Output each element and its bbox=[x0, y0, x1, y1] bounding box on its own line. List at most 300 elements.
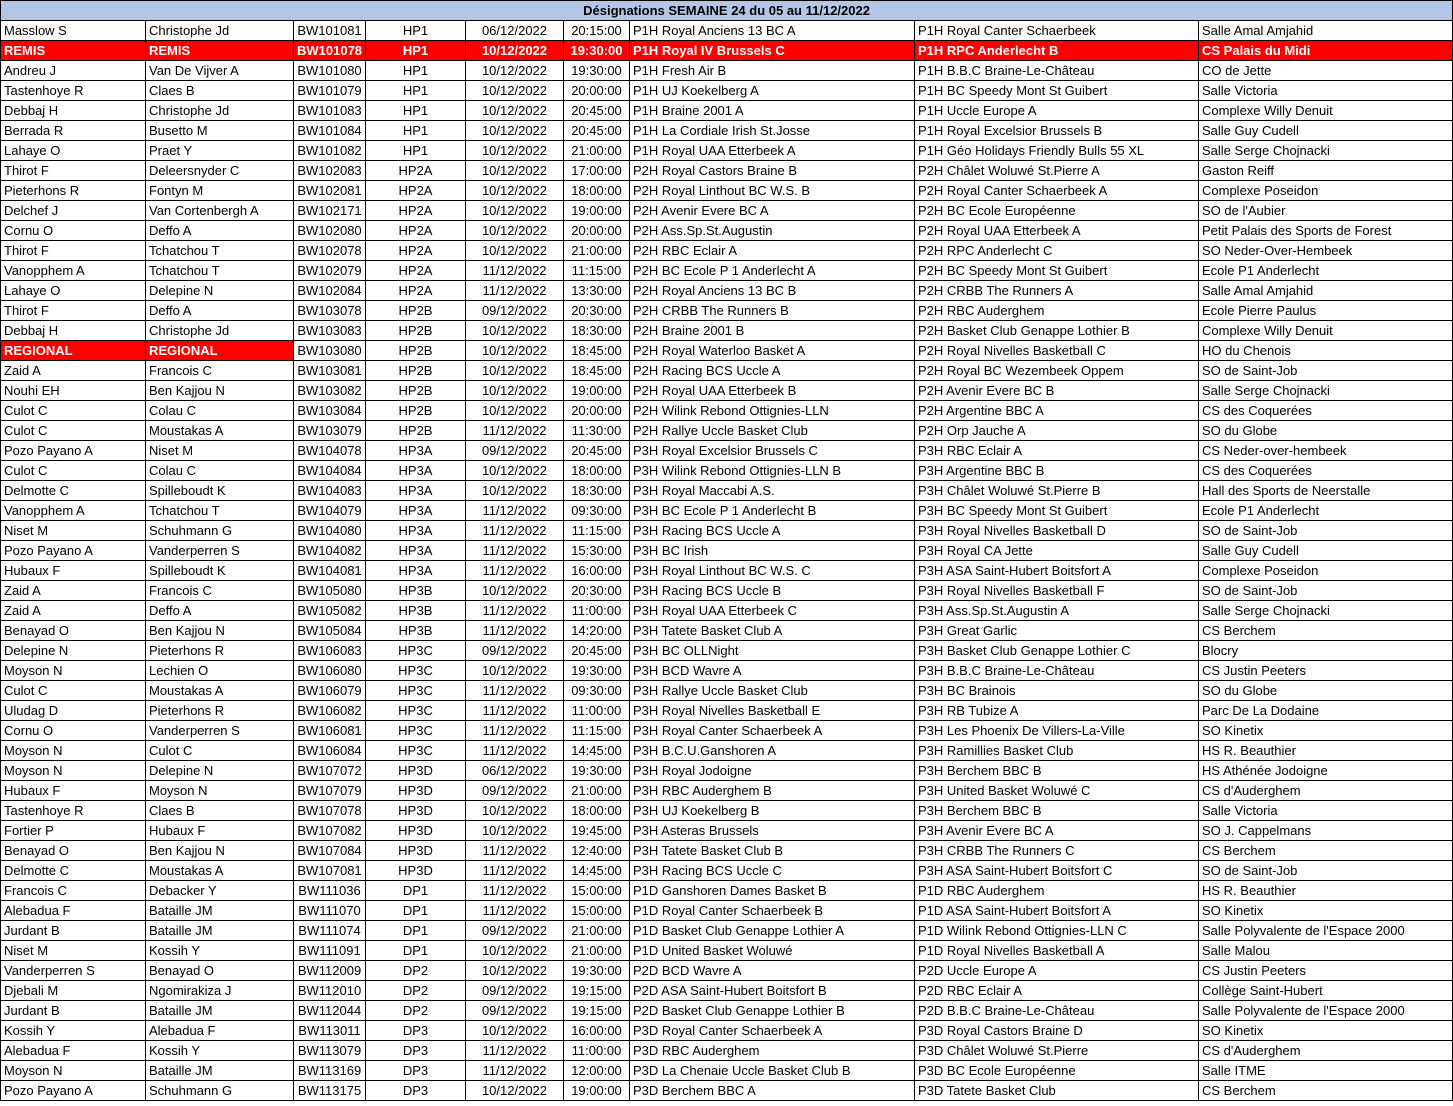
match-number-cell[interactable]: BW107082 bbox=[294, 821, 366, 841]
division-cell[interactable]: HP3D bbox=[366, 781, 466, 801]
referee-1-cell[interactable]: Culot C bbox=[1, 421, 146, 441]
away-team-cell[interactable]: P1H Royal Excelsior Brussels B bbox=[915, 121, 1199, 141]
home-team-cell[interactable]: P1D United Basket Woluwé bbox=[630, 941, 915, 961]
division-cell[interactable]: HP3B bbox=[366, 621, 466, 641]
home-team-cell[interactable]: P2H Wilink Rebond Ottignies-LLN bbox=[630, 401, 915, 421]
division-cell[interactable]: HP3D bbox=[366, 861, 466, 881]
match-time-cell[interactable]: 20:45:00 bbox=[564, 641, 630, 661]
referee-2-cell[interactable]: Alebadua F bbox=[146, 1021, 294, 1041]
home-team-cell[interactable]: P3H Royal Canter Schaerbeek A bbox=[630, 721, 915, 741]
match-time-cell[interactable]: 21:00:00 bbox=[564, 941, 630, 961]
match-number-cell[interactable]: BW103084 bbox=[294, 401, 366, 421]
home-team-cell[interactable]: P3H Racing BCS Uccle C bbox=[630, 861, 915, 881]
division-cell[interactable]: HP1 bbox=[366, 141, 466, 161]
division-cell[interactable]: HP3A bbox=[366, 441, 466, 461]
match-date-cell[interactable]: 11/12/2022 bbox=[466, 681, 564, 701]
home-team-cell[interactable]: P2D Basket Club Genappe Lothier B bbox=[630, 1001, 915, 1021]
home-team-cell[interactable]: P1H La Cordiale Irish St.Josse bbox=[630, 121, 915, 141]
division-cell[interactable]: HP3C bbox=[366, 741, 466, 761]
away-team-cell[interactable]: P1D Royal Nivelles Basketball A bbox=[915, 941, 1199, 961]
match-date-cell[interactable]: 10/12/2022 bbox=[466, 941, 564, 961]
home-team-cell[interactable]: P3H Racing BCS Uccle B bbox=[630, 581, 915, 601]
away-team-cell[interactable]: P3H Great Garlic bbox=[915, 621, 1199, 641]
match-date-cell[interactable]: 10/12/2022 bbox=[466, 201, 564, 221]
referee-1-cell[interactable]: Delmotte C bbox=[1, 481, 146, 501]
referee-2-cell[interactable]: Praet Y bbox=[146, 141, 294, 161]
home-team-cell[interactable]: P3H Royal UAA Etterbeek C bbox=[630, 601, 915, 621]
match-date-cell[interactable]: 11/12/2022 bbox=[466, 901, 564, 921]
match-time-cell[interactable]: 17:00:00 bbox=[564, 161, 630, 181]
venue-cell[interactable]: CS des Coquerées bbox=[1199, 401, 1453, 421]
division-cell[interactable]: HP2B bbox=[366, 301, 466, 321]
match-date-cell[interactable]: 11/12/2022 bbox=[466, 261, 564, 281]
match-time-cell[interactable]: 14:45:00 bbox=[564, 861, 630, 881]
venue-cell[interactable]: SO Kinetix bbox=[1199, 721, 1453, 741]
match-time-cell[interactable]: 20:15:00 bbox=[564, 21, 630, 41]
venue-cell[interactable]: Petit Palais des Sports de Forest bbox=[1199, 221, 1453, 241]
match-date-cell[interactable]: 10/12/2022 bbox=[466, 821, 564, 841]
referee-1-cell[interactable]: Cornu O bbox=[1, 221, 146, 241]
away-team-cell[interactable]: P3D BC Ecole Européenne bbox=[915, 1061, 1199, 1081]
division-cell[interactable]: HP3C bbox=[366, 641, 466, 661]
away-team-cell[interactable]: P2H RPC Anderlecht C bbox=[915, 241, 1199, 261]
venue-cell[interactable]: Salle Malou bbox=[1199, 941, 1453, 961]
match-date-cell[interactable]: 10/12/2022 bbox=[466, 1081, 564, 1101]
referee-2-cell[interactable]: Moyson N bbox=[146, 781, 294, 801]
home-team-cell[interactable]: P2H BC Ecole P 1 Anderlecht A bbox=[630, 261, 915, 281]
match-date-cell[interactable]: 09/12/2022 bbox=[466, 1001, 564, 1021]
division-cell[interactable]: HP2B bbox=[366, 361, 466, 381]
match-date-cell[interactable]: 11/12/2022 bbox=[466, 741, 564, 761]
division-cell[interactable]: HP1 bbox=[366, 21, 466, 41]
venue-cell[interactable]: SO de Saint-Job bbox=[1199, 581, 1453, 601]
away-team-cell[interactable]: P2H RBC Auderghem bbox=[915, 301, 1199, 321]
match-number-cell[interactable]: BW106083 bbox=[294, 641, 366, 661]
division-cell[interactable]: DP3 bbox=[366, 1041, 466, 1061]
match-time-cell[interactable]: 19:00:00 bbox=[564, 1081, 630, 1101]
match-time-cell[interactable]: 19:00:00 bbox=[564, 201, 630, 221]
venue-cell[interactable]: Salle Amal Amjahid bbox=[1199, 21, 1453, 41]
home-team-cell[interactable]: P3H Wilink Rebond Ottignies-LLN B bbox=[630, 461, 915, 481]
venue-cell[interactable]: SO Kinetix bbox=[1199, 901, 1453, 921]
referee-2-cell[interactable]: Tchatchou T bbox=[146, 241, 294, 261]
referee-1-cell[interactable]: Niset M bbox=[1, 521, 146, 541]
venue-cell[interactable]: Gaston Reiff bbox=[1199, 161, 1453, 181]
match-date-cell[interactable]: 09/12/2022 bbox=[466, 641, 564, 661]
match-time-cell[interactable]: 21:00:00 bbox=[564, 921, 630, 941]
referee-1-cell[interactable]: Masslow S bbox=[1, 21, 146, 41]
division-cell[interactable]: DP3 bbox=[366, 1021, 466, 1041]
home-team-cell[interactable]: P3H Asteras Brussels bbox=[630, 821, 915, 841]
match-time-cell[interactable]: 11:15:00 bbox=[564, 261, 630, 281]
away-team-cell[interactable]: P2D RBC Eclair A bbox=[915, 981, 1199, 1001]
match-number-cell[interactable]: BW101078 bbox=[294, 41, 366, 61]
referee-1-cell[interactable]: Alebadua F bbox=[1, 901, 146, 921]
match-number-cell[interactable]: BW104080 bbox=[294, 521, 366, 541]
division-cell[interactable]: HP3D bbox=[366, 841, 466, 861]
division-cell[interactable]: DP1 bbox=[366, 941, 466, 961]
match-time-cell[interactable]: 20:30:00 bbox=[564, 301, 630, 321]
referee-1-cell[interactable]: Delmotte C bbox=[1, 861, 146, 881]
away-team-cell[interactable]: P2D B.B.C Braine-Le-Château bbox=[915, 1001, 1199, 1021]
referee-1-cell[interactable]: Culot C bbox=[1, 681, 146, 701]
home-team-cell[interactable]: P3H Royal Nivelles Basketball E bbox=[630, 701, 915, 721]
referee-1-cell[interactable]: Alebadua F bbox=[1, 1041, 146, 1061]
match-number-cell[interactable]: BW111036 bbox=[294, 881, 366, 901]
match-number-cell[interactable]: BW103078 bbox=[294, 301, 366, 321]
match-number-cell[interactable]: BW107081 bbox=[294, 861, 366, 881]
referee-1-cell[interactable]: Thirot F bbox=[1, 161, 146, 181]
referee-2-cell[interactable]: Ben Kajjou N bbox=[146, 841, 294, 861]
match-time-cell[interactable]: 15:00:00 bbox=[564, 881, 630, 901]
match-time-cell[interactable]: 18:00:00 bbox=[564, 181, 630, 201]
match-date-cell[interactable]: 10/12/2022 bbox=[466, 321, 564, 341]
match-number-cell[interactable]: BW102081 bbox=[294, 181, 366, 201]
match-date-cell[interactable]: 11/12/2022 bbox=[466, 421, 564, 441]
home-team-cell[interactable]: P2H RBC Eclair A bbox=[630, 241, 915, 261]
home-team-cell[interactable]: P2H Royal Waterloo Basket A bbox=[630, 341, 915, 361]
away-team-cell[interactable]: P3H BC Brainois bbox=[915, 681, 1199, 701]
referee-1-cell[interactable]: Thirot F bbox=[1, 301, 146, 321]
match-time-cell[interactable]: 19:15:00 bbox=[564, 981, 630, 1001]
referee-1-cell[interactable]: Fortier P bbox=[1, 821, 146, 841]
division-cell[interactable]: HP3B bbox=[366, 581, 466, 601]
referee-1-cell[interactable]: Andreu J bbox=[1, 61, 146, 81]
referee-1-cell[interactable]: Pozo Payano A bbox=[1, 541, 146, 561]
division-cell[interactable]: DP1 bbox=[366, 901, 466, 921]
referee-2-cell[interactable]: Delepine N bbox=[146, 281, 294, 301]
venue-cell[interactable]: Salle Amal Amjahid bbox=[1199, 281, 1453, 301]
away-team-cell[interactable]: P3H United Basket Woluwé C bbox=[915, 781, 1199, 801]
referee-2-cell[interactable]: Benayad O bbox=[146, 961, 294, 981]
referee-2-cell[interactable]: Busetto M bbox=[146, 121, 294, 141]
venue-cell[interactable]: HO du Chenois bbox=[1199, 341, 1453, 361]
venue-cell[interactable]: Complexe Willy Denuit bbox=[1199, 101, 1453, 121]
referee-1-cell[interactable]: Delchef J bbox=[1, 201, 146, 221]
venue-cell[interactable]: CS Palais du Midi bbox=[1199, 41, 1453, 61]
referee-1-cell[interactable]: Tastenhoye R bbox=[1, 81, 146, 101]
referee-2-cell[interactable]: Deleersnyder C bbox=[146, 161, 294, 181]
division-cell[interactable]: HP2A bbox=[366, 181, 466, 201]
match-time-cell[interactable]: 20:30:00 bbox=[564, 581, 630, 601]
match-time-cell[interactable]: 15:00:00 bbox=[564, 901, 630, 921]
home-team-cell[interactable]: P1D Royal Canter Schaerbeek B bbox=[630, 901, 915, 921]
venue-cell[interactable]: Salle Polyvalente de l'Espace 2000 bbox=[1199, 1001, 1453, 1021]
away-team-cell[interactable]: P3H Ramillies Basket Club bbox=[915, 741, 1199, 761]
match-time-cell[interactable]: 11:30:00 bbox=[564, 421, 630, 441]
home-team-cell[interactable]: P3D Royal Canter Schaerbeek A bbox=[630, 1021, 915, 1041]
referee-1-cell[interactable]: Delepine N bbox=[1, 641, 146, 661]
venue-cell[interactable]: Salle Serge Chojnacki bbox=[1199, 141, 1453, 161]
division-cell[interactable]: HP3D bbox=[366, 801, 466, 821]
venue-cell[interactable]: Hall des Sports de Neerstalle bbox=[1199, 481, 1453, 501]
division-cell[interactable]: HP1 bbox=[366, 41, 466, 61]
venue-cell[interactable]: Ecole P1 Anderlecht bbox=[1199, 261, 1453, 281]
referee-2-cell[interactable]: Bataille JM bbox=[146, 1001, 294, 1021]
division-cell[interactable]: HP1 bbox=[366, 61, 466, 81]
away-team-cell[interactable]: P3H ASA Saint-Hubert Boitsfort A bbox=[915, 561, 1199, 581]
match-time-cell[interactable]: 19:45:00 bbox=[564, 821, 630, 841]
match-number-cell[interactable]: BW101081 bbox=[294, 21, 366, 41]
match-time-cell[interactable]: 11:00:00 bbox=[564, 601, 630, 621]
referee-2-cell[interactable]: Francois C bbox=[146, 581, 294, 601]
referee-1-cell[interactable]: Francois C bbox=[1, 881, 146, 901]
match-time-cell[interactable]: 20:45:00 bbox=[564, 101, 630, 121]
home-team-cell[interactable]: P2H Royal UAA Etterbeek B bbox=[630, 381, 915, 401]
referee-1-cell[interactable]: Cornu O bbox=[1, 721, 146, 741]
away-team-cell[interactable]: P2H Châlet Woluwé St.Pierre A bbox=[915, 161, 1199, 181]
match-number-cell[interactable]: BW104079 bbox=[294, 501, 366, 521]
home-team-cell[interactable]: P3H Royal Excelsior Brussels C bbox=[630, 441, 915, 461]
match-number-cell[interactable]: BW111070 bbox=[294, 901, 366, 921]
venue-cell[interactable]: SO de Saint-Job bbox=[1199, 361, 1453, 381]
division-cell[interactable]: HP3C bbox=[366, 681, 466, 701]
match-number-cell[interactable]: BW101082 bbox=[294, 141, 366, 161]
match-number-cell[interactable]: BW106082 bbox=[294, 701, 366, 721]
match-time-cell[interactable]: 18:45:00 bbox=[564, 361, 630, 381]
referee-2-cell[interactable]: Van Cortenbergh A bbox=[146, 201, 294, 221]
match-number-cell[interactable]: BW102080 bbox=[294, 221, 366, 241]
referee-1-cell[interactable]: Djebali M bbox=[1, 981, 146, 1001]
match-number-cell[interactable]: BW104083 bbox=[294, 481, 366, 501]
referee-2-cell[interactable]: Spilleboudt K bbox=[146, 561, 294, 581]
venue-cell[interactable]: HS Athénée Jodoigne bbox=[1199, 761, 1453, 781]
referee-2-cell[interactable]: Christophe Jd bbox=[146, 101, 294, 121]
match-time-cell[interactable]: 18:00:00 bbox=[564, 461, 630, 481]
division-cell[interactable]: DP3 bbox=[366, 1081, 466, 1101]
venue-cell[interactable]: HS R. Beauthier bbox=[1199, 881, 1453, 901]
division-cell[interactable]: HP3C bbox=[366, 701, 466, 721]
venue-cell[interactable]: CS Justin Peeters bbox=[1199, 961, 1453, 981]
division-cell[interactable]: HP3A bbox=[366, 461, 466, 481]
match-time-cell[interactable]: 11:00:00 bbox=[564, 701, 630, 721]
referee-1-cell[interactable]: Hubaux F bbox=[1, 561, 146, 581]
referee-2-cell[interactable]: Ngomirakiza J bbox=[146, 981, 294, 1001]
match-number-cell[interactable]: BW112010 bbox=[294, 981, 366, 1001]
venue-cell[interactable]: Collège Saint-Hubert bbox=[1199, 981, 1453, 1001]
referee-2-cell[interactable]: Lechien O bbox=[146, 661, 294, 681]
venue-cell[interactable]: Complexe Poseidon bbox=[1199, 561, 1453, 581]
home-team-cell[interactable]: P1H Royal UAA Etterbeek A bbox=[630, 141, 915, 161]
referee-2-cell[interactable]: Pieterhons R bbox=[146, 641, 294, 661]
venue-cell[interactable]: Salle Guy Cudell bbox=[1199, 121, 1453, 141]
referee-1-cell[interactable]: Benayad O bbox=[1, 841, 146, 861]
referee-2-cell[interactable]: REGIONAL bbox=[146, 341, 294, 361]
away-team-cell[interactable]: P3H Berchem BBC B bbox=[915, 761, 1199, 781]
venue-cell[interactable]: CS Justin Peeters bbox=[1199, 661, 1453, 681]
home-team-cell[interactable]: P3H BCD Wavre A bbox=[630, 661, 915, 681]
division-cell[interactable]: DP3 bbox=[366, 1061, 466, 1081]
away-team-cell[interactable]: P3H Berchem BBC B bbox=[915, 801, 1199, 821]
referee-2-cell[interactable]: Niset M bbox=[146, 441, 294, 461]
venue-cell[interactable]: CS d'Auderghem bbox=[1199, 781, 1453, 801]
referee-2-cell[interactable]: Bataille JM bbox=[146, 921, 294, 941]
match-number-cell[interactable]: BW106084 bbox=[294, 741, 366, 761]
match-time-cell[interactable]: 21:00:00 bbox=[564, 241, 630, 261]
away-team-cell[interactable]: P3H Basket Club Genappe Lothier C bbox=[915, 641, 1199, 661]
match-time-cell[interactable]: 19:30:00 bbox=[564, 661, 630, 681]
referee-2-cell[interactable]: Tchatchou T bbox=[146, 261, 294, 281]
match-date-cell[interactable]: 06/12/2022 bbox=[466, 21, 564, 41]
referee-1-cell[interactable]: Zaid A bbox=[1, 361, 146, 381]
match-date-cell[interactable]: 10/12/2022 bbox=[466, 221, 564, 241]
match-date-cell[interactable]: 10/12/2022 bbox=[466, 461, 564, 481]
referee-1-cell[interactable]: Tastenhoye R bbox=[1, 801, 146, 821]
home-team-cell[interactable]: P3D RBC Auderghem bbox=[630, 1041, 915, 1061]
match-date-cell[interactable]: 11/12/2022 bbox=[466, 841, 564, 861]
match-time-cell[interactable]: 19:30:00 bbox=[564, 761, 630, 781]
home-team-cell[interactable]: P3H BC Ecole P 1 Anderlecht B bbox=[630, 501, 915, 521]
match-date-cell[interactable]: 09/12/2022 bbox=[466, 441, 564, 461]
venue-cell[interactable]: Complexe Poseidon bbox=[1199, 181, 1453, 201]
home-team-cell[interactable]: P2H Ass.Sp.St.Augustin bbox=[630, 221, 915, 241]
match-date-cell[interactable]: 10/12/2022 bbox=[466, 401, 564, 421]
venue-cell[interactable]: Salle Guy Cudell bbox=[1199, 541, 1453, 561]
venue-cell[interactable]: SO de Saint-Job bbox=[1199, 521, 1453, 541]
referee-2-cell[interactable]: Claes B bbox=[146, 81, 294, 101]
away-team-cell[interactable]: P3H Argentine BBC B bbox=[915, 461, 1199, 481]
division-cell[interactable]: HP2B bbox=[366, 341, 466, 361]
away-team-cell[interactable]: P2H CRBB The Runners A bbox=[915, 281, 1199, 301]
away-team-cell[interactable]: P3H Royal Nivelles Basketball D bbox=[915, 521, 1199, 541]
away-team-cell[interactable]: P2H Royal Canter Schaerbeek A bbox=[915, 181, 1199, 201]
match-time-cell[interactable]: 18:30:00 bbox=[564, 481, 630, 501]
venue-cell[interactable]: SO de l'Aubier bbox=[1199, 201, 1453, 221]
match-date-cell[interactable]: 10/12/2022 bbox=[466, 121, 564, 141]
referee-2-cell[interactable]: Deffo A bbox=[146, 601, 294, 621]
match-time-cell[interactable]: 16:00:00 bbox=[564, 1021, 630, 1041]
home-team-cell[interactable]: P2H Royal Castors Braine B bbox=[630, 161, 915, 181]
home-team-cell[interactable]: P2D ASA Saint-Hubert Boitsfort B bbox=[630, 981, 915, 1001]
away-team-cell[interactable]: P1H Royal Canter Schaerbeek bbox=[915, 21, 1199, 41]
match-number-cell[interactable]: BW102083 bbox=[294, 161, 366, 181]
match-date-cell[interactable]: 11/12/2022 bbox=[466, 701, 564, 721]
referee-2-cell[interactable]: Deffo A bbox=[146, 221, 294, 241]
match-time-cell[interactable]: 11:15:00 bbox=[564, 721, 630, 741]
home-team-cell[interactable]: P3H Tatete Basket Club B bbox=[630, 841, 915, 861]
division-cell[interactable]: HP3A bbox=[366, 561, 466, 581]
match-date-cell[interactable]: 06/12/2022 bbox=[466, 761, 564, 781]
match-time-cell[interactable]: 19:30:00 bbox=[564, 61, 630, 81]
match-number-cell[interactable]: BW105080 bbox=[294, 581, 366, 601]
match-number-cell[interactable]: BW107072 bbox=[294, 761, 366, 781]
division-cell[interactable]: HP2B bbox=[366, 401, 466, 421]
match-time-cell[interactable]: 11:00:00 bbox=[564, 1041, 630, 1061]
away-team-cell[interactable]: P3D Châlet Woluwé St.Pierre bbox=[915, 1041, 1199, 1061]
referee-1-cell[interactable]: Moyson N bbox=[1, 661, 146, 681]
home-team-cell[interactable]: P2H Royal Anciens 13 BC B bbox=[630, 281, 915, 301]
division-cell[interactable]: HP3A bbox=[366, 481, 466, 501]
referee-1-cell[interactable]: REMIS bbox=[1, 41, 146, 61]
referee-2-cell[interactable]: Christophe Jd bbox=[146, 21, 294, 41]
away-team-cell[interactable]: P1H RPC Anderlecht B bbox=[915, 41, 1199, 61]
match-number-cell[interactable]: BW102078 bbox=[294, 241, 366, 261]
division-cell[interactable]: DP1 bbox=[366, 921, 466, 941]
referee-2-cell[interactable]: Bataille JM bbox=[146, 901, 294, 921]
match-number-cell[interactable]: BW101080 bbox=[294, 61, 366, 81]
referee-1-cell[interactable]: Benayad O bbox=[1, 621, 146, 641]
match-number-cell[interactable]: BW113079 bbox=[294, 1041, 366, 1061]
referee-2-cell[interactable]: Tchatchou T bbox=[146, 501, 294, 521]
match-date-cell[interactable]: 11/12/2022 bbox=[466, 1041, 564, 1061]
away-team-cell[interactable]: P1H B.B.C Braine-Le-Château bbox=[915, 61, 1199, 81]
match-time-cell[interactable]: 18:30:00 bbox=[564, 321, 630, 341]
match-time-cell[interactable]: 19:00:00 bbox=[564, 381, 630, 401]
division-cell[interactable]: HP3C bbox=[366, 661, 466, 681]
match-date-cell[interactable]: 10/12/2022 bbox=[466, 81, 564, 101]
match-number-cell[interactable]: BW106079 bbox=[294, 681, 366, 701]
away-team-cell[interactable]: P2H Royal UAA Etterbeek A bbox=[915, 221, 1199, 241]
referee-1-cell[interactable]: Moyson N bbox=[1, 1061, 146, 1081]
match-date-cell[interactable]: 10/12/2022 bbox=[466, 381, 564, 401]
match-date-cell[interactable]: 10/12/2022 bbox=[466, 61, 564, 81]
division-cell[interactable]: HP1 bbox=[366, 81, 466, 101]
referee-1-cell[interactable]: Vanopphem A bbox=[1, 261, 146, 281]
referee-1-cell[interactable]: Debbaj H bbox=[1, 321, 146, 341]
referee-2-cell[interactable]: Pieterhons R bbox=[146, 701, 294, 721]
referee-1-cell[interactable]: Lahaye O bbox=[1, 141, 146, 161]
division-cell[interactable]: HP3A bbox=[366, 521, 466, 541]
match-date-cell[interactable]: 10/12/2022 bbox=[466, 181, 564, 201]
match-date-cell[interactable]: 10/12/2022 bbox=[466, 341, 564, 361]
away-team-cell[interactable]: P2H Orp Jauche A bbox=[915, 421, 1199, 441]
referee-1-cell[interactable]: Moyson N bbox=[1, 761, 146, 781]
referee-1-cell[interactable]: Jurdant B bbox=[1, 1001, 146, 1021]
match-number-cell[interactable]: BW111074 bbox=[294, 921, 366, 941]
division-cell[interactable]: HP2A bbox=[366, 161, 466, 181]
match-number-cell[interactable]: BW107079 bbox=[294, 781, 366, 801]
referee-1-cell[interactable]: Jurdant B bbox=[1, 921, 146, 941]
match-number-cell[interactable]: BW111091 bbox=[294, 941, 366, 961]
venue-cell[interactable]: SO du Globe bbox=[1199, 421, 1453, 441]
home-team-cell[interactable]: P1H Royal IV Brussels C bbox=[630, 41, 915, 61]
referee-2-cell[interactable]: Van De Vijver A bbox=[146, 61, 294, 81]
match-date-cell[interactable]: 10/12/2022 bbox=[466, 581, 564, 601]
match-time-cell[interactable]: 14:20:00 bbox=[564, 621, 630, 641]
home-team-cell[interactable]: P1H Royal Anciens 13 BC A bbox=[630, 21, 915, 41]
venue-cell[interactable]: HS R. Beauthier bbox=[1199, 741, 1453, 761]
match-time-cell[interactable]: 21:00:00 bbox=[564, 141, 630, 161]
referee-2-cell[interactable]: Delepine N bbox=[146, 761, 294, 781]
venue-cell[interactable]: CS des Coquerées bbox=[1199, 461, 1453, 481]
home-team-cell[interactable]: P3H Royal Linthout BC W.S. C bbox=[630, 561, 915, 581]
match-time-cell[interactable]: 20:00:00 bbox=[564, 81, 630, 101]
match-number-cell[interactable]: BW103083 bbox=[294, 321, 366, 341]
venue-cell[interactable]: Salle Serge Chojnacki bbox=[1199, 601, 1453, 621]
away-team-cell[interactable]: P3H Châlet Woluwé St.Pierre B bbox=[915, 481, 1199, 501]
match-time-cell[interactable]: 09:30:00 bbox=[564, 681, 630, 701]
away-team-cell[interactable]: P3H Les Phoenix De Villers-La-Ville bbox=[915, 721, 1199, 741]
match-number-cell[interactable]: BW103082 bbox=[294, 381, 366, 401]
referee-1-cell[interactable]: Pozo Payano A bbox=[1, 441, 146, 461]
home-team-cell[interactable]: P2D BCD Wavre A bbox=[630, 961, 915, 981]
division-cell[interactable]: DP1 bbox=[366, 881, 466, 901]
match-date-cell[interactable]: 10/12/2022 bbox=[466, 141, 564, 161]
venue-cell[interactable]: Complexe Willy Denuit bbox=[1199, 321, 1453, 341]
referee-2-cell[interactable]: Colau C bbox=[146, 461, 294, 481]
match-time-cell[interactable]: 20:45:00 bbox=[564, 121, 630, 141]
match-number-cell[interactable]: BW113169 bbox=[294, 1061, 366, 1081]
venue-cell[interactable]: Parc De La Dodaine bbox=[1199, 701, 1453, 721]
match-date-cell[interactable]: 10/12/2022 bbox=[466, 801, 564, 821]
venue-cell[interactable]: CO de Jette bbox=[1199, 61, 1453, 81]
away-team-cell[interactable]: P1H Géo Holidays Friendly Bulls 55 XL bbox=[915, 141, 1199, 161]
referee-2-cell[interactable]: Christophe Jd bbox=[146, 321, 294, 341]
venue-cell[interactable]: CS Berchem bbox=[1199, 621, 1453, 641]
referee-2-cell[interactable]: Deffo A bbox=[146, 301, 294, 321]
home-team-cell[interactable]: P2H Royal Linthout BC W.S. B bbox=[630, 181, 915, 201]
venue-cell[interactable]: Salle Serge Chojnacki bbox=[1199, 381, 1453, 401]
